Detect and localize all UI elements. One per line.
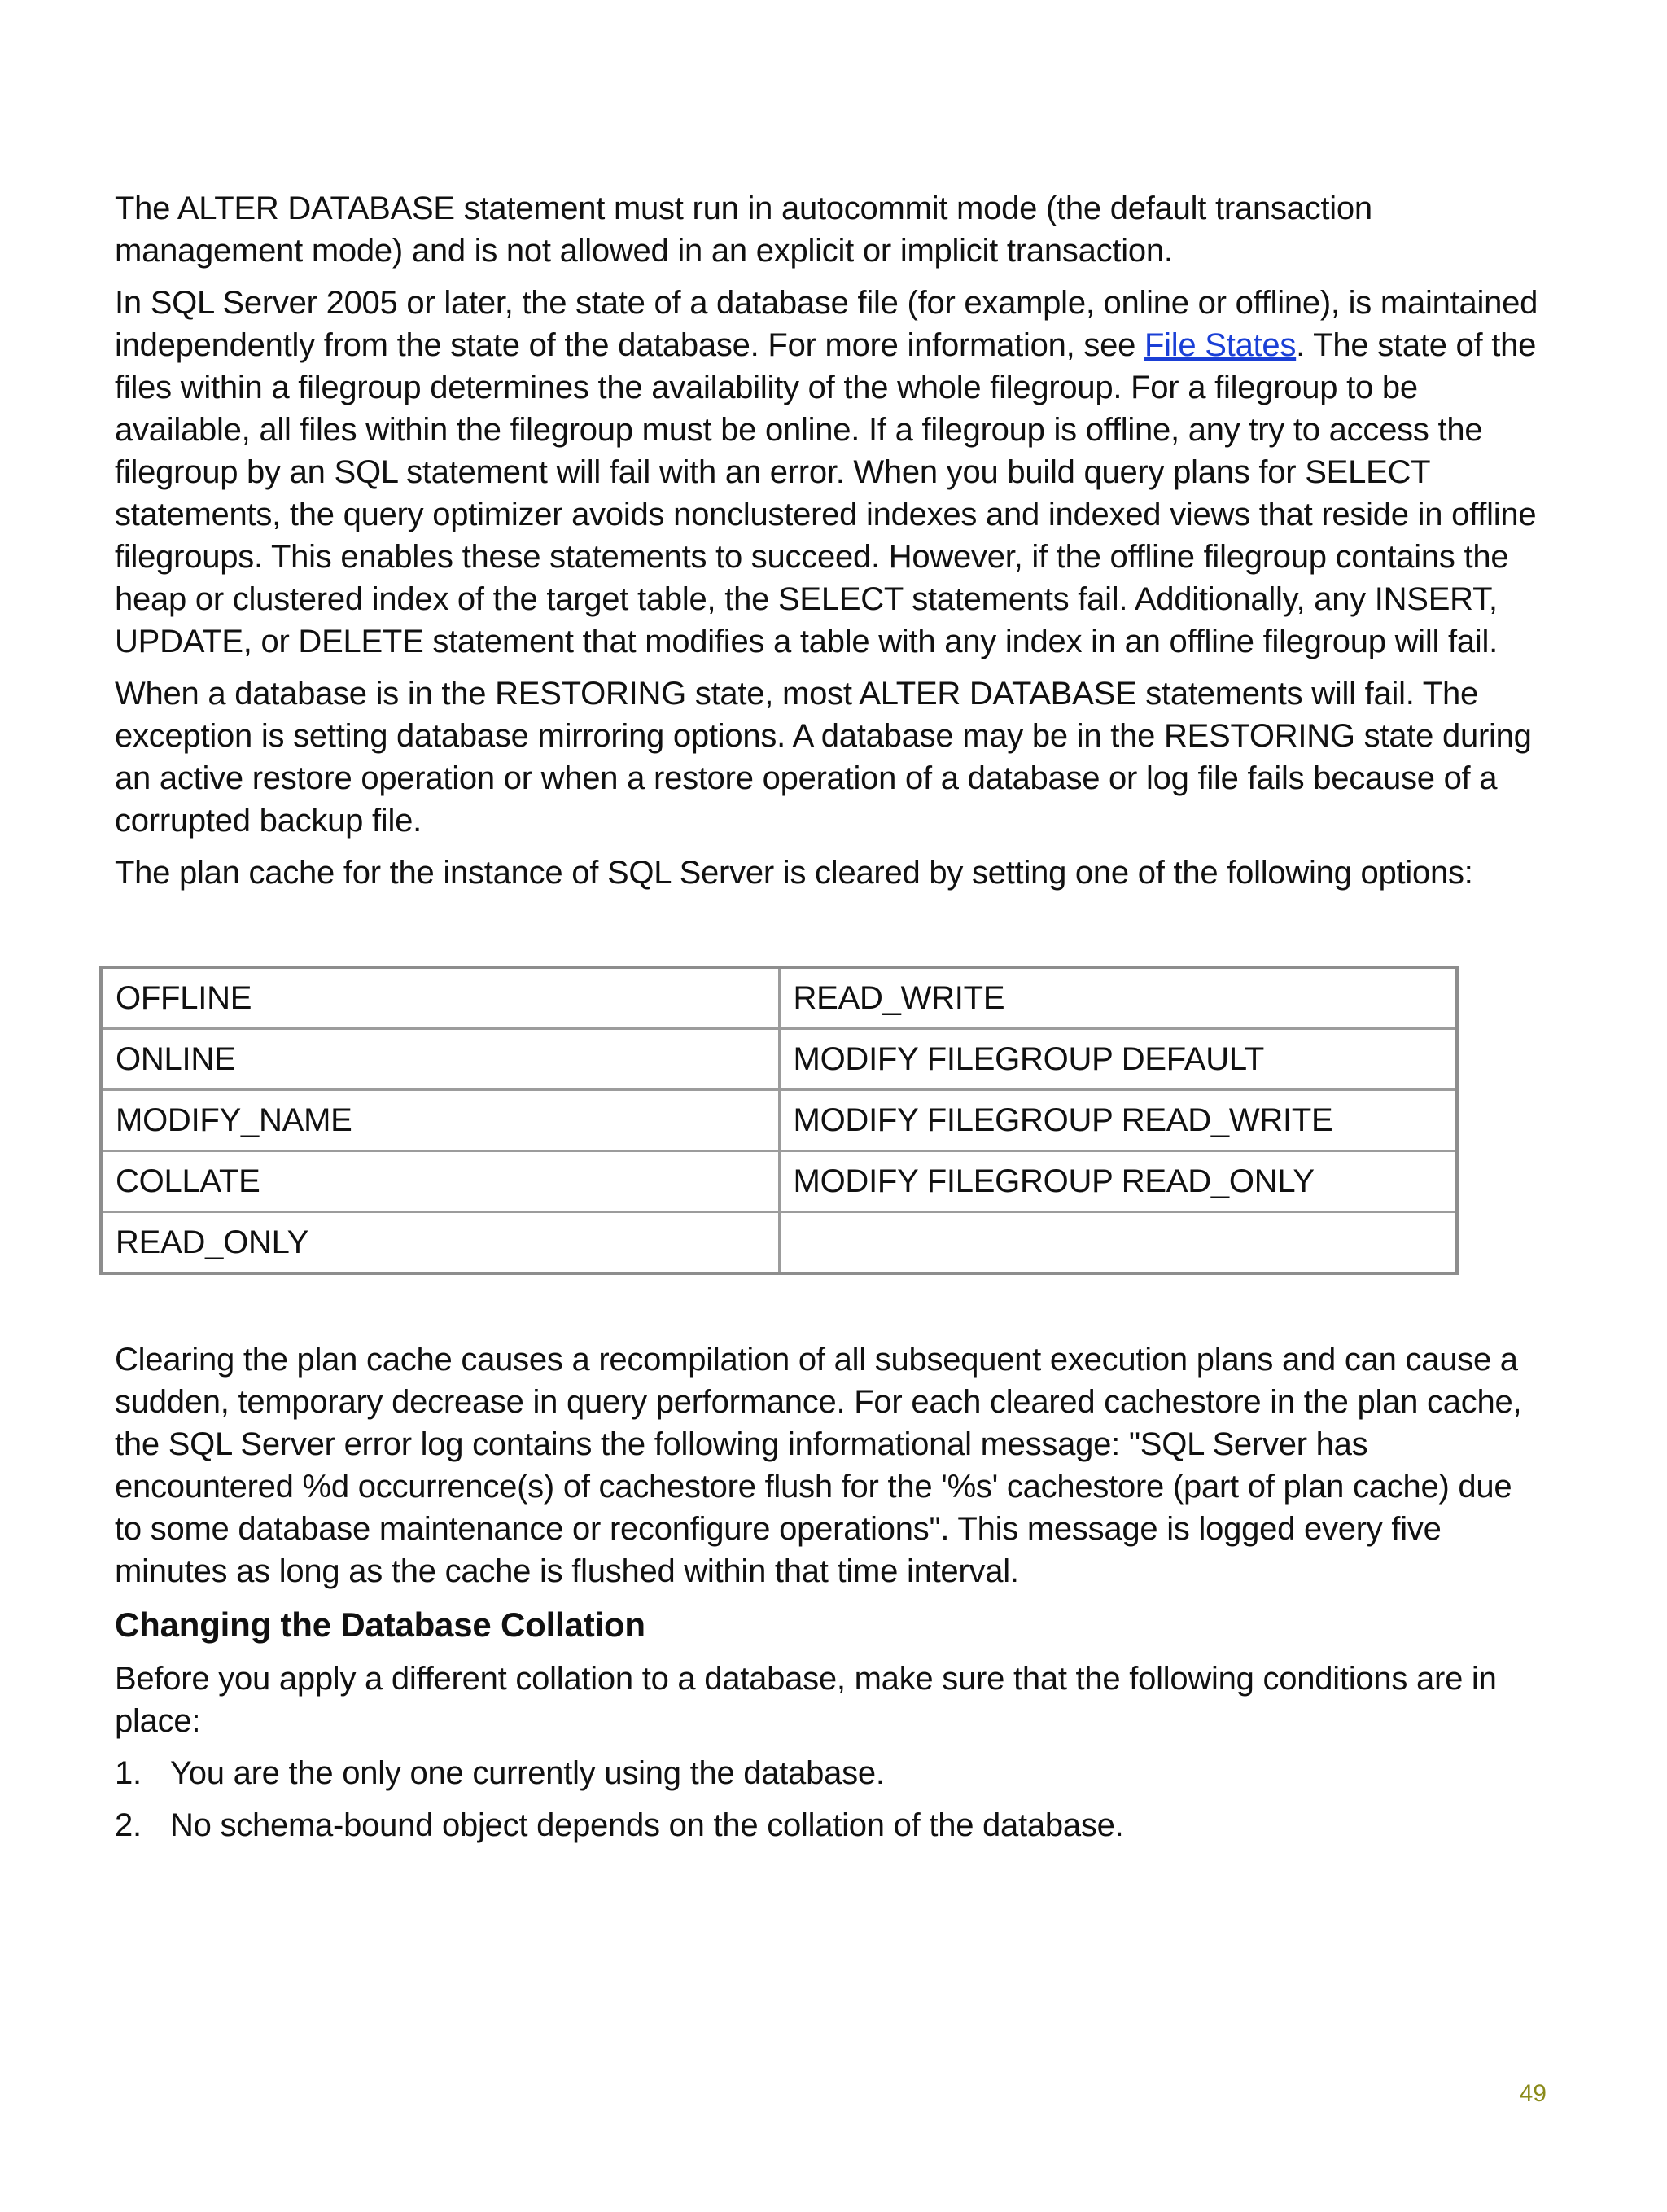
table-cell: MODIFY FILEGROUP READ_ONLY — [779, 1151, 1457, 1212]
post-table-section — [115, 1338, 1547, 1846]
table-cell: READ_WRITE — [779, 967, 1457, 1029]
list-item-number: 2. — [115, 1807, 142, 1843]
document-page — [115, 187, 1547, 1856]
list-item — [115, 1804, 1547, 1846]
section-heading: Changing the Database Collation — [115, 1605, 645, 1644]
paragraph-plan-cache-intro: The plan cache for the instance of SQL Server is cleared by setting one of the following options: — [115, 855, 1473, 891]
list-item-text: You are the only one currently using the database. — [170, 1755, 885, 1791]
options-table-container — [99, 966, 1459, 1275]
table-row — [101, 1151, 1457, 1212]
table-cell: COLLATE — [101, 1151, 779, 1212]
list-item — [115, 1752, 1547, 1794]
table-cell: ONLINE — [101, 1029, 779, 1090]
table-cell: OFFLINE — [101, 967, 779, 1029]
paragraph-autocommit: The ALTER DATABASE statement must run in autocommit mode (the default transaction management mode) and is not allowed in an explicit or implicit transaction. — [115, 191, 1372, 269]
table-row — [101, 1090, 1457, 1151]
conditions-list — [115, 1752, 1547, 1846]
table-cell: MODIFY FILEGROUP READ_WRITE — [779, 1090, 1457, 1151]
paragraph-file-states-text-2: . The state of the files within a filegroup determines the availability of the whole filegroup. For a filegroup to be available, all files within the filegroup must be online. If a filegroup is offline, any try to access the filegroup by an SQL statement will fail with an error. When you build query plans for SELECT statements, the query optimizer avoids nonclustered indexes and indexed views that reside in offline filegroups. This enables these statements to succeed. However, if the offline filegroup contains the heap or clustered index of the target table, the SELECT statements fail. Additionally, any INSERT, UPDATE, or DELETE statement that modifies a table with any index in an offline filegroup will fail. — [115, 327, 1537, 659]
file-states-link[interactable]: File States — [1144, 327, 1297, 363]
paragraph-plan-cache-clearing: Clearing the plan cache causes a recompilation of all subsequent execution plans and can cause a sudden, temporary decrease in query performance. For each cleared cachestore in the plan cache, the SQL Server error log contains the following informational message: "SQL Server has encountered %d occurrence(s) of cachestore flush for the '%s' cachestore (part of plan cache) due to some database maintenance or reconfigure operations". This message is logged every five minutes as long as the cache is flushed within that time interval. — [115, 1342, 1522, 1589]
table-row — [101, 1029, 1457, 1090]
table-row — [101, 1212, 1457, 1274]
table-cell: MODIFY FILEGROUP DEFAULT — [779, 1029, 1457, 1090]
paragraph-collation-intro: Before you apply a different collation to a database, make sure that the following conditions are in place: — [115, 1661, 1497, 1739]
page-number: 49 — [1519, 2080, 1547, 2107]
table-cell: READ_ONLY — [101, 1212, 779, 1274]
list-item-text: No schema-bound object depends on the collation of the database. — [170, 1807, 1124, 1843]
list-item-number: 1. — [115, 1755, 142, 1791]
paragraph-file-states-text-1: In SQL Server 2005 or later, the state of a database file (for example, online or offline), is maintained independently from the state of the database. For more information, see — [115, 285, 1538, 363]
options-table — [99, 966, 1459, 1275]
paragraph-file-states — [115, 282, 1547, 663]
paragraph-restoring-state: When a database is in the RESTORING state, most ALTER DATABASE statements will fail. The exception is setting database mirroring options. A database may be in the RESTORING state during an active restore operation or when a restore operation of a database or log file fails because of a corrupted backup file. — [115, 676, 1532, 839]
table-row — [101, 967, 1457, 1029]
table-cell — [779, 1212, 1457, 1274]
table-cell: MODIFY_NAME — [101, 1090, 779, 1151]
